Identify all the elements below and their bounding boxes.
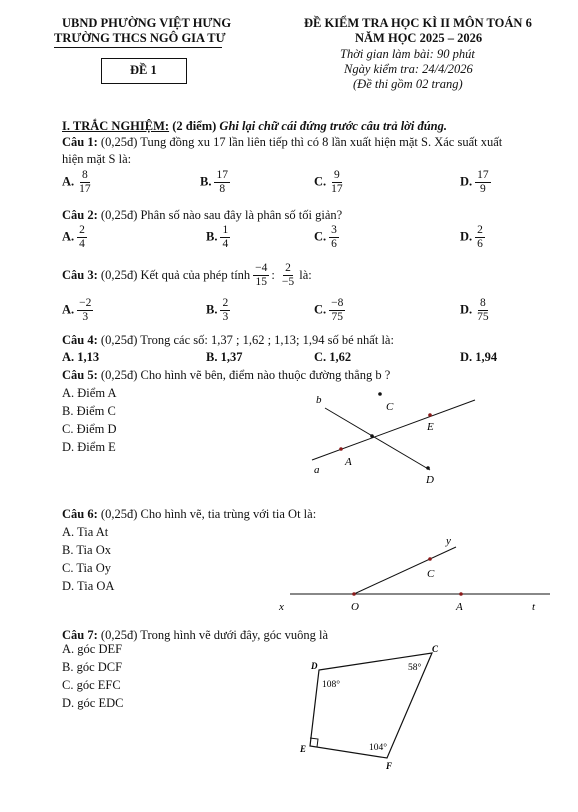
q4-option-d: D. 1,94 (460, 350, 498, 364)
fraction: $\frac{8}{17}$ (79, 169, 91, 195)
option-letter: B. (206, 302, 218, 317)
school-name: TRƯỜNG THCS NGÔ GIA TƯ (54, 31, 226, 45)
school-year: NĂM HỌC 2025 – 2026 (355, 31, 483, 45)
q5-option-b: B. Điểm C (62, 404, 116, 418)
q3-tail: là: (299, 268, 312, 282)
q3-operator: : (271, 268, 275, 282)
label-f: F (386, 761, 393, 771)
q4-stem: (0,25đ) Trong các số: 1,37 ; 1,62 ; 1,13; 1,94 số bé nhất là: (100, 333, 394, 347)
fraction: $\frac{9}{17}$ (331, 169, 343, 195)
label-line-a: a (314, 464, 320, 476)
label-o: O (351, 601, 359, 613)
option-letter: C. (314, 174, 327, 189)
q5-option-c: C. Điểm D (62, 422, 117, 436)
q4-option-c: C. 1,62 (314, 350, 352, 364)
label-d: D (426, 474, 434, 486)
angle-d-label: 108° (322, 680, 341, 690)
label-c: C (432, 644, 439, 654)
fraction: $\frac{2}{-5}$ (281, 262, 295, 288)
label-a: A (456, 601, 463, 613)
dept-name: UBND PHƯỜNG VIỆT HƯNG (62, 16, 232, 30)
q7-option-a: A. góc DEF (62, 642, 123, 656)
exam-title: ĐỀ KIỂM TRA HỌC KÌ II MÔN TOÁN 6 (304, 16, 532, 30)
label-t: t (532, 601, 536, 613)
option-letter: A. (62, 302, 75, 317)
q3-stem: (0,25đ) Kết quả của phép tính (100, 268, 251, 282)
option-letter: B. (200, 174, 212, 189)
q4-option-a: A. 1,13 (62, 350, 100, 364)
q5-option-d: D. Điểm E (62, 440, 116, 454)
label-b: b (316, 394, 322, 406)
q5-label: Câu 5: (62, 368, 98, 382)
option-letter: D. (460, 174, 473, 189)
label-e: E (300, 744, 307, 754)
q7-stem: (0,25đ) Trong hình vẽ dưới đây, góc vuông là (100, 628, 329, 642)
option-letter: C. (314, 302, 327, 317)
exam-duration: Thời gian làm bài: 90 phút (340, 47, 475, 61)
q6-option-a: A. Tia At (62, 525, 109, 539)
q6-option-c: C. Tia Oy (62, 561, 111, 575)
option-letter: B. (206, 229, 218, 244)
label-x: x (279, 601, 284, 613)
page-count: (Đề thi gồm 02 trang) (353, 77, 463, 91)
q6-stem: (0,25đ) Cho hình vẽ, tia trùng với tia Ot là: (100, 507, 317, 521)
q5-stem: (0,25đ) Cho hình vẽ bên, điểm nào thuộc đường thẳng b ? (100, 368, 391, 382)
option-letter: D. (460, 229, 473, 244)
q1-label: Câu 1: (62, 135, 98, 149)
q7-option-d: D. góc EDC (62, 696, 124, 710)
label-c: C (427, 568, 435, 580)
fraction: $\frac{2}{6}$ (477, 224, 483, 250)
fraction: $\frac{3}{6}$ (331, 224, 337, 250)
exam-date: Ngày kiểm tra: 24/4/2026 (344, 62, 473, 76)
section-title: I. TRẮC NGHIỆM: (62, 119, 170, 133)
fraction: $\frac{-2}{3}$ (79, 297, 92, 323)
q2-label: Câu 2: (62, 208, 98, 222)
q6-option-b: B. Tia Ox (62, 543, 111, 557)
exam-code: ĐỀ 1 (130, 63, 157, 77)
fraction: $\frac{2}{4}$ (79, 224, 85, 250)
q4-label: Câu 4: (62, 333, 98, 347)
q7-label: Câu 7: (62, 628, 98, 642)
label-e: E (427, 421, 434, 433)
label-c: C (386, 401, 394, 413)
fraction: $\frac{17}{9}$ (477, 169, 489, 195)
label-a: A (345, 456, 352, 468)
q7-option-b: B. góc DCF (62, 660, 123, 674)
q1-stem: (0,25đ) Tung đồng xu 17 lần liên tiếp thì có 8 lần xuất hiện mặt S. Xác suất xuất (100, 135, 503, 149)
fraction: $\frac{-4}{15}$ (255, 262, 268, 288)
option-letter: A. (62, 174, 75, 189)
angle-f-label: 104° (369, 743, 388, 753)
fraction: $\frac{8}{75}$ (477, 297, 489, 323)
label-y: y (446, 535, 451, 547)
q5-option-a: A. Điểm A (62, 386, 117, 400)
label-d: D (311, 661, 318, 671)
fraction: $\frac{1}{4}$ (222, 224, 229, 250)
q1-stem-line2: hiện mặt S là: (62, 152, 132, 166)
fraction: $\frac{-8}{75}$ (331, 297, 344, 323)
q2-stem: (0,25đ) Phân số nào sau đây là phân số tối giản? (100, 208, 343, 222)
q6-option-d: D. Tia OA (62, 579, 115, 593)
angle-c-label: 58° (408, 663, 422, 673)
option-letter: C. (314, 229, 327, 244)
option-letter: A. (62, 229, 75, 244)
q3-label: Câu 3: (62, 268, 98, 282)
fraction: $\frac{17}{8}$ (216, 169, 228, 195)
q4-option-b: B. 1,37 (206, 350, 243, 364)
option-letter: D. (460, 302, 473, 317)
q7-option-c: C. góc EFC (62, 678, 121, 692)
fraction: $\frac{2}{3}$ (222, 297, 229, 323)
section-instruction: Ghi lại chữ cái đứng trước câu trả lời đúng. (219, 119, 447, 133)
q6-label: Câu 6: (62, 507, 98, 521)
section-points: (2 điểm) (172, 119, 217, 133)
